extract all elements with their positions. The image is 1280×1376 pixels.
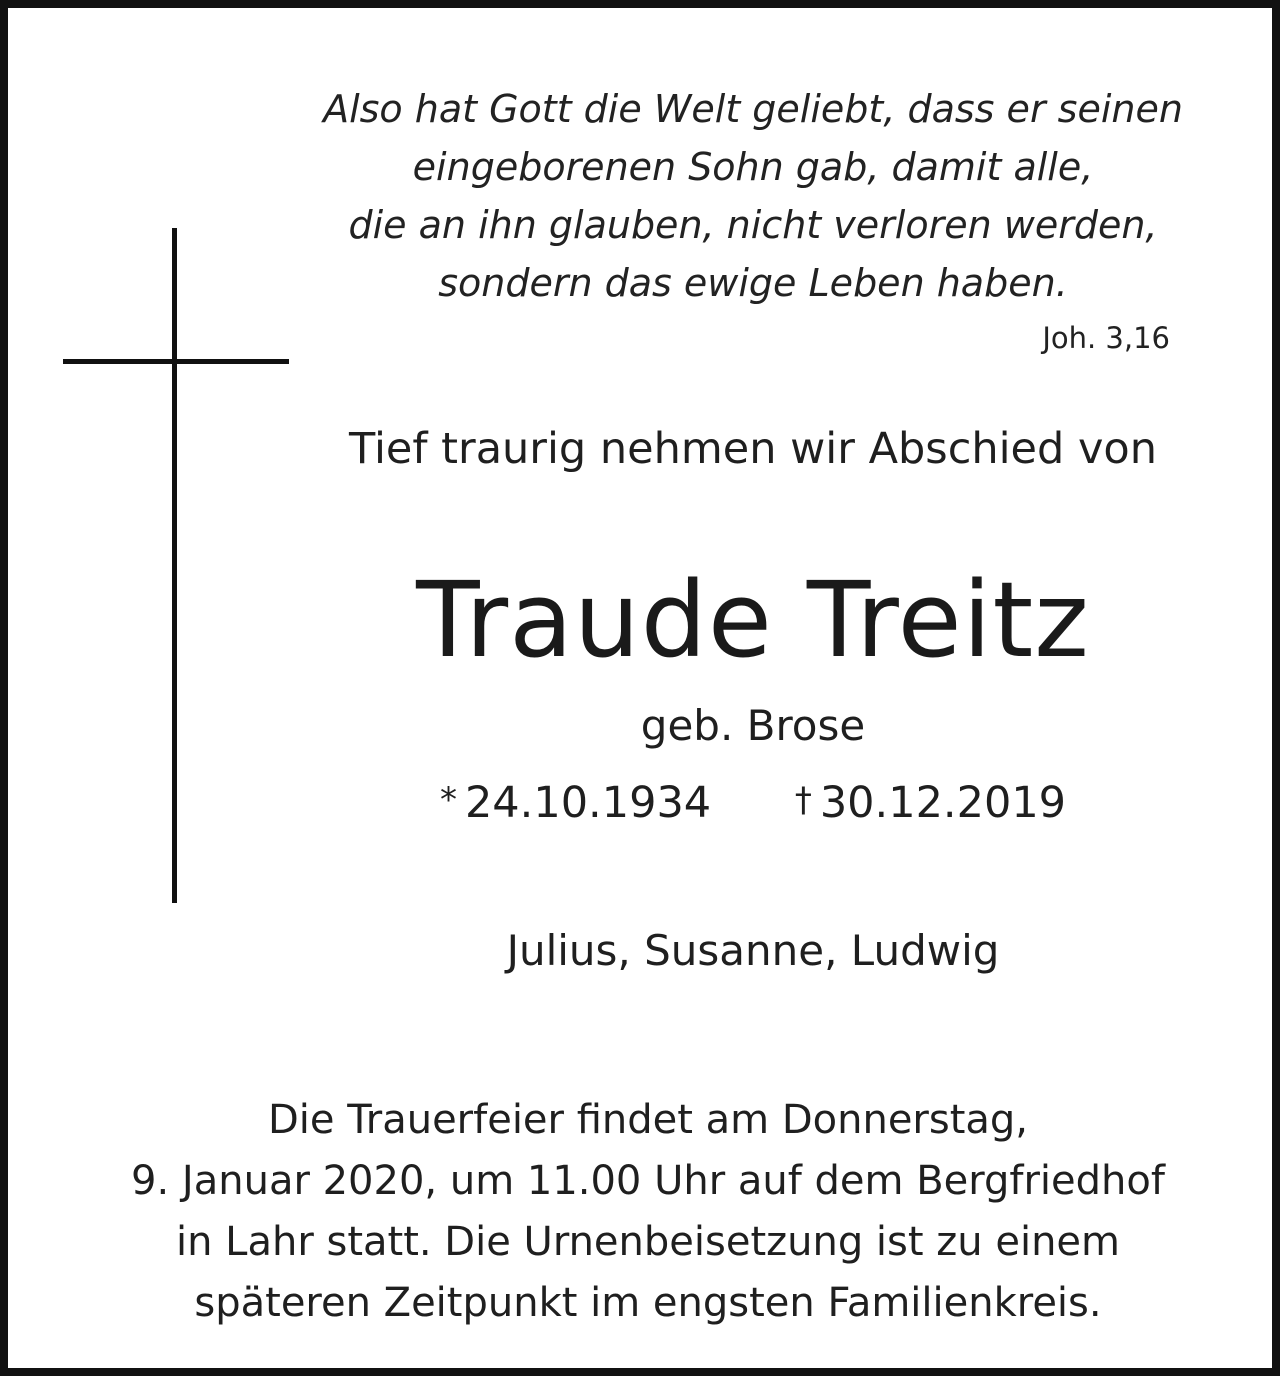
cross-horizontal-bar: [63, 359, 289, 364]
deceased-name: Traude Treitz: [416, 559, 1090, 681]
service-line: 9. Januar 2020, um 11.00 Uhr auf dem Bergfriedhof: [131, 1158, 1165, 1204]
birth-date: 24.10.1934: [464, 778, 712, 828]
mourners-names: Julius, Susanne, Ludwig: [506, 926, 1000, 975]
verse-line: eingeborenen Sohn gab, damit alle,: [412, 145, 1094, 189]
bible-verse: [308, 80, 1198, 312]
intro-text: Tief traurig nehmen wir Abschied von: [349, 424, 1157, 474]
birth-date-group: [440, 778, 725, 828]
maiden-name: geb. Brose: [640, 701, 866, 750]
verse-reference: Joh. 3,16: [1042, 321, 1170, 355]
death-date-group: [795, 778, 1066, 828]
service-line: Die Trauerfeier findet am Donnerstag,: [267, 1097, 1029, 1143]
service-info: [48, 1090, 1248, 1334]
death-date: 30.12.2019: [819, 778, 1067, 828]
birth-symbol: *: [439, 780, 457, 820]
service-line: späteren Zeitpunkt im engsten Familienkreis.: [194, 1280, 1102, 1326]
life-dates: [308, 778, 1198, 828]
verse-line: Also hat Gott die Welt geliebt, dass er seinen: [323, 87, 1183, 131]
verse-line: sondern das ewige Leben haben.: [438, 261, 1068, 305]
cross-vertical-bar: [172, 228, 177, 903]
death-symbol: †: [794, 780, 812, 820]
service-line: in Lahr statt. Die Urnenbeisetzung ist zu einem: [175, 1219, 1120, 1265]
verse-line: die an ihn glauben, nicht verloren werden,: [348, 203, 1158, 247]
